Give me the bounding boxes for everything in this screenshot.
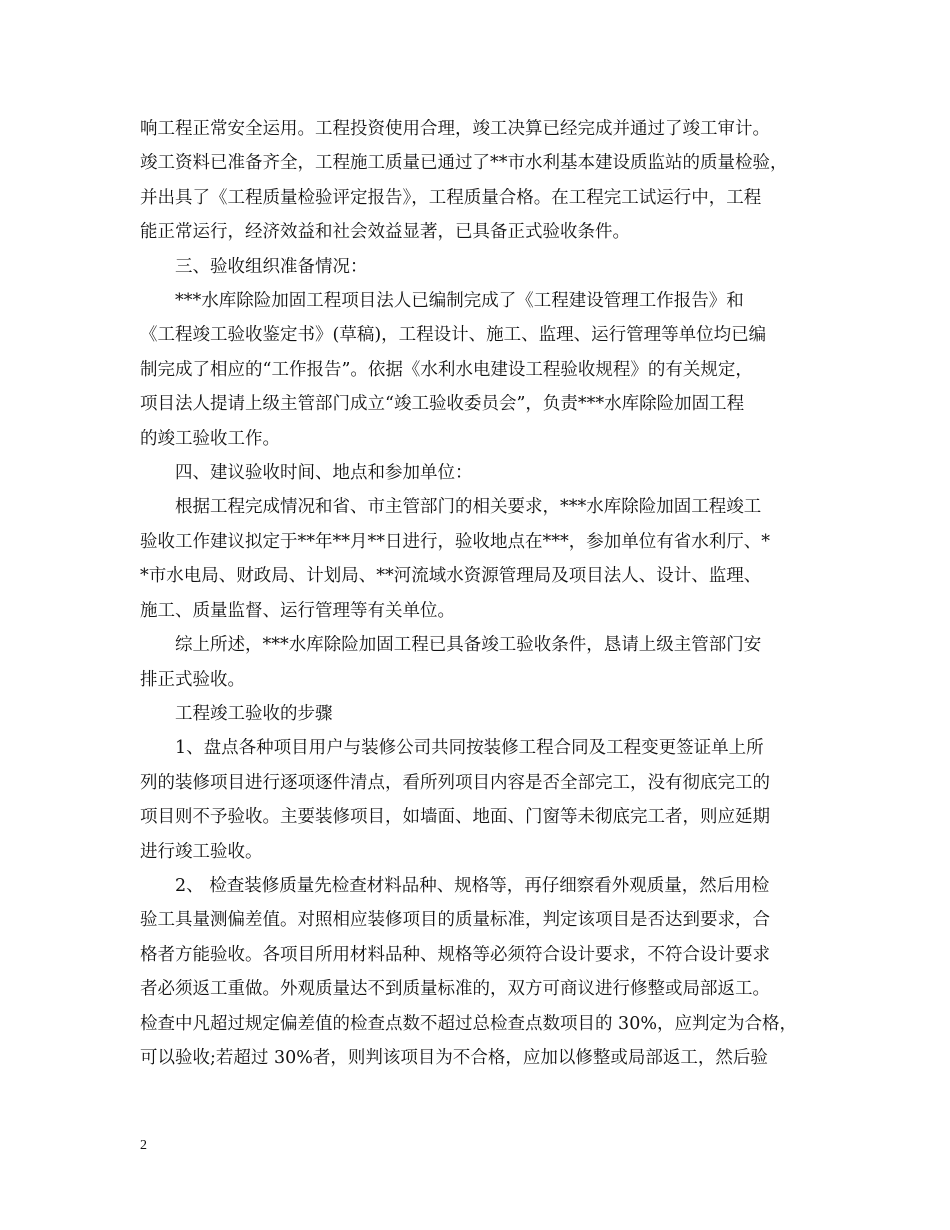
text-line: 验收工作建议拟定于**年**月**日进行，验收地点在***，参加单位有省水利厅、* <box>140 531 770 552</box>
text-line: 排正式验收。 <box>140 669 245 690</box>
section-heading: 三、验收组织准备情况： <box>175 256 368 277</box>
text-line: 根据工程完成情况和省、市主管部门的相关要求，***水库除险加固工程竣工 <box>175 497 762 518</box>
document-body <box>140 112 820 1075</box>
text-line: 的竣工验收工作。 <box>140 428 280 449</box>
text-line: 《工程竣工验收鉴定书》(草稿)，工程设计、施工、监理、运行管理等单位均已编 <box>140 325 767 346</box>
text-line: 项目则不予验收。主要装修项目，如墙面、地面、门窗等未彻底完工者，则应延期 <box>140 807 770 828</box>
text-line: 格者方能验收。各项目所用材料品种、规格等必须符合设计要求，不符合设计要求 <box>140 944 770 965</box>
text-line: 验工具量测偏差值。对照相应装修项目的质量标准，判定该项目是否达到要求，合 <box>140 910 770 931</box>
text-line: 并出具了《工程质量检验评定报告》，工程质量合格。在工程完工试运行中，工程 <box>140 187 762 208</box>
text-line: 1、盘点各种项目用户与装修公司共同按装修工程合同及工程变更签证单上所 <box>175 738 764 759</box>
section-heading: 工程竣工验收的步骤 <box>175 703 333 724</box>
text-line: 列的装修项目进行逐项逐件清点，看所列项目内容是否全部完工，没有彻底完工的 <box>140 772 770 793</box>
section-heading: 四、建议验收时间、地点和参加单位： <box>175 463 473 484</box>
page-number: 2 <box>140 1138 147 1153</box>
text-line: 者必须返工重做。外观质量达不到质量标准的，双方可商议进行修整或局部返工。 <box>140 979 770 1000</box>
text-line: ***水库除险加固工程项目法人已编制完成了《工程建设管理工作报告》和 <box>175 291 744 312</box>
text-line: 综上所述，***水库除险加固工程已具备竣工验收条件，恳请上级主管部门安 <box>175 635 762 656</box>
text-line: 响工程正常安全运用。工程投资使用合理，竣工决算已经完成并通过了竣工审计。 <box>140 119 770 139</box>
text-line: 2、 检查装修质量先检查材料品种、规格等，再仔细察看外观质量，然后用检 <box>175 875 770 896</box>
text-line: 检查中凡超过规定偏差值的检查点数不超过总检查点数项目的 30%，应判定为合格， <box>140 1013 797 1034</box>
text-line: 项目法人提请上级主管部门成立“竣工验收委员会”，负责***水库除险加固工程 <box>140 394 745 415</box>
text-line: *市水电局、财政局、计划局、**河流域水资源管理局及项目法人、设计、监理、 <box>140 566 762 587</box>
text-line: 进行竣工验收。 <box>140 841 263 862</box>
text-line: 制完成了相应的“工作报告”。依据《水利水电建设工程验收规程》的有关规定， <box>140 359 753 380</box>
text-line: 可以验收;若超过 30%者，则判该项目为不合格，应加以修整或局部返工，然后验 <box>140 1047 768 1068</box>
text-line: 竣工资料已准备齐全，工程施工质量已通过了**市水利基本建设质监站的质量检验， <box>140 153 788 174</box>
text-line: 能正常运行，经济效益和社会效益显著，已具备正式验收条件。 <box>140 222 630 243</box>
text-line: 施工、质量监督、运行管理等有关单位。 <box>140 600 455 621</box>
